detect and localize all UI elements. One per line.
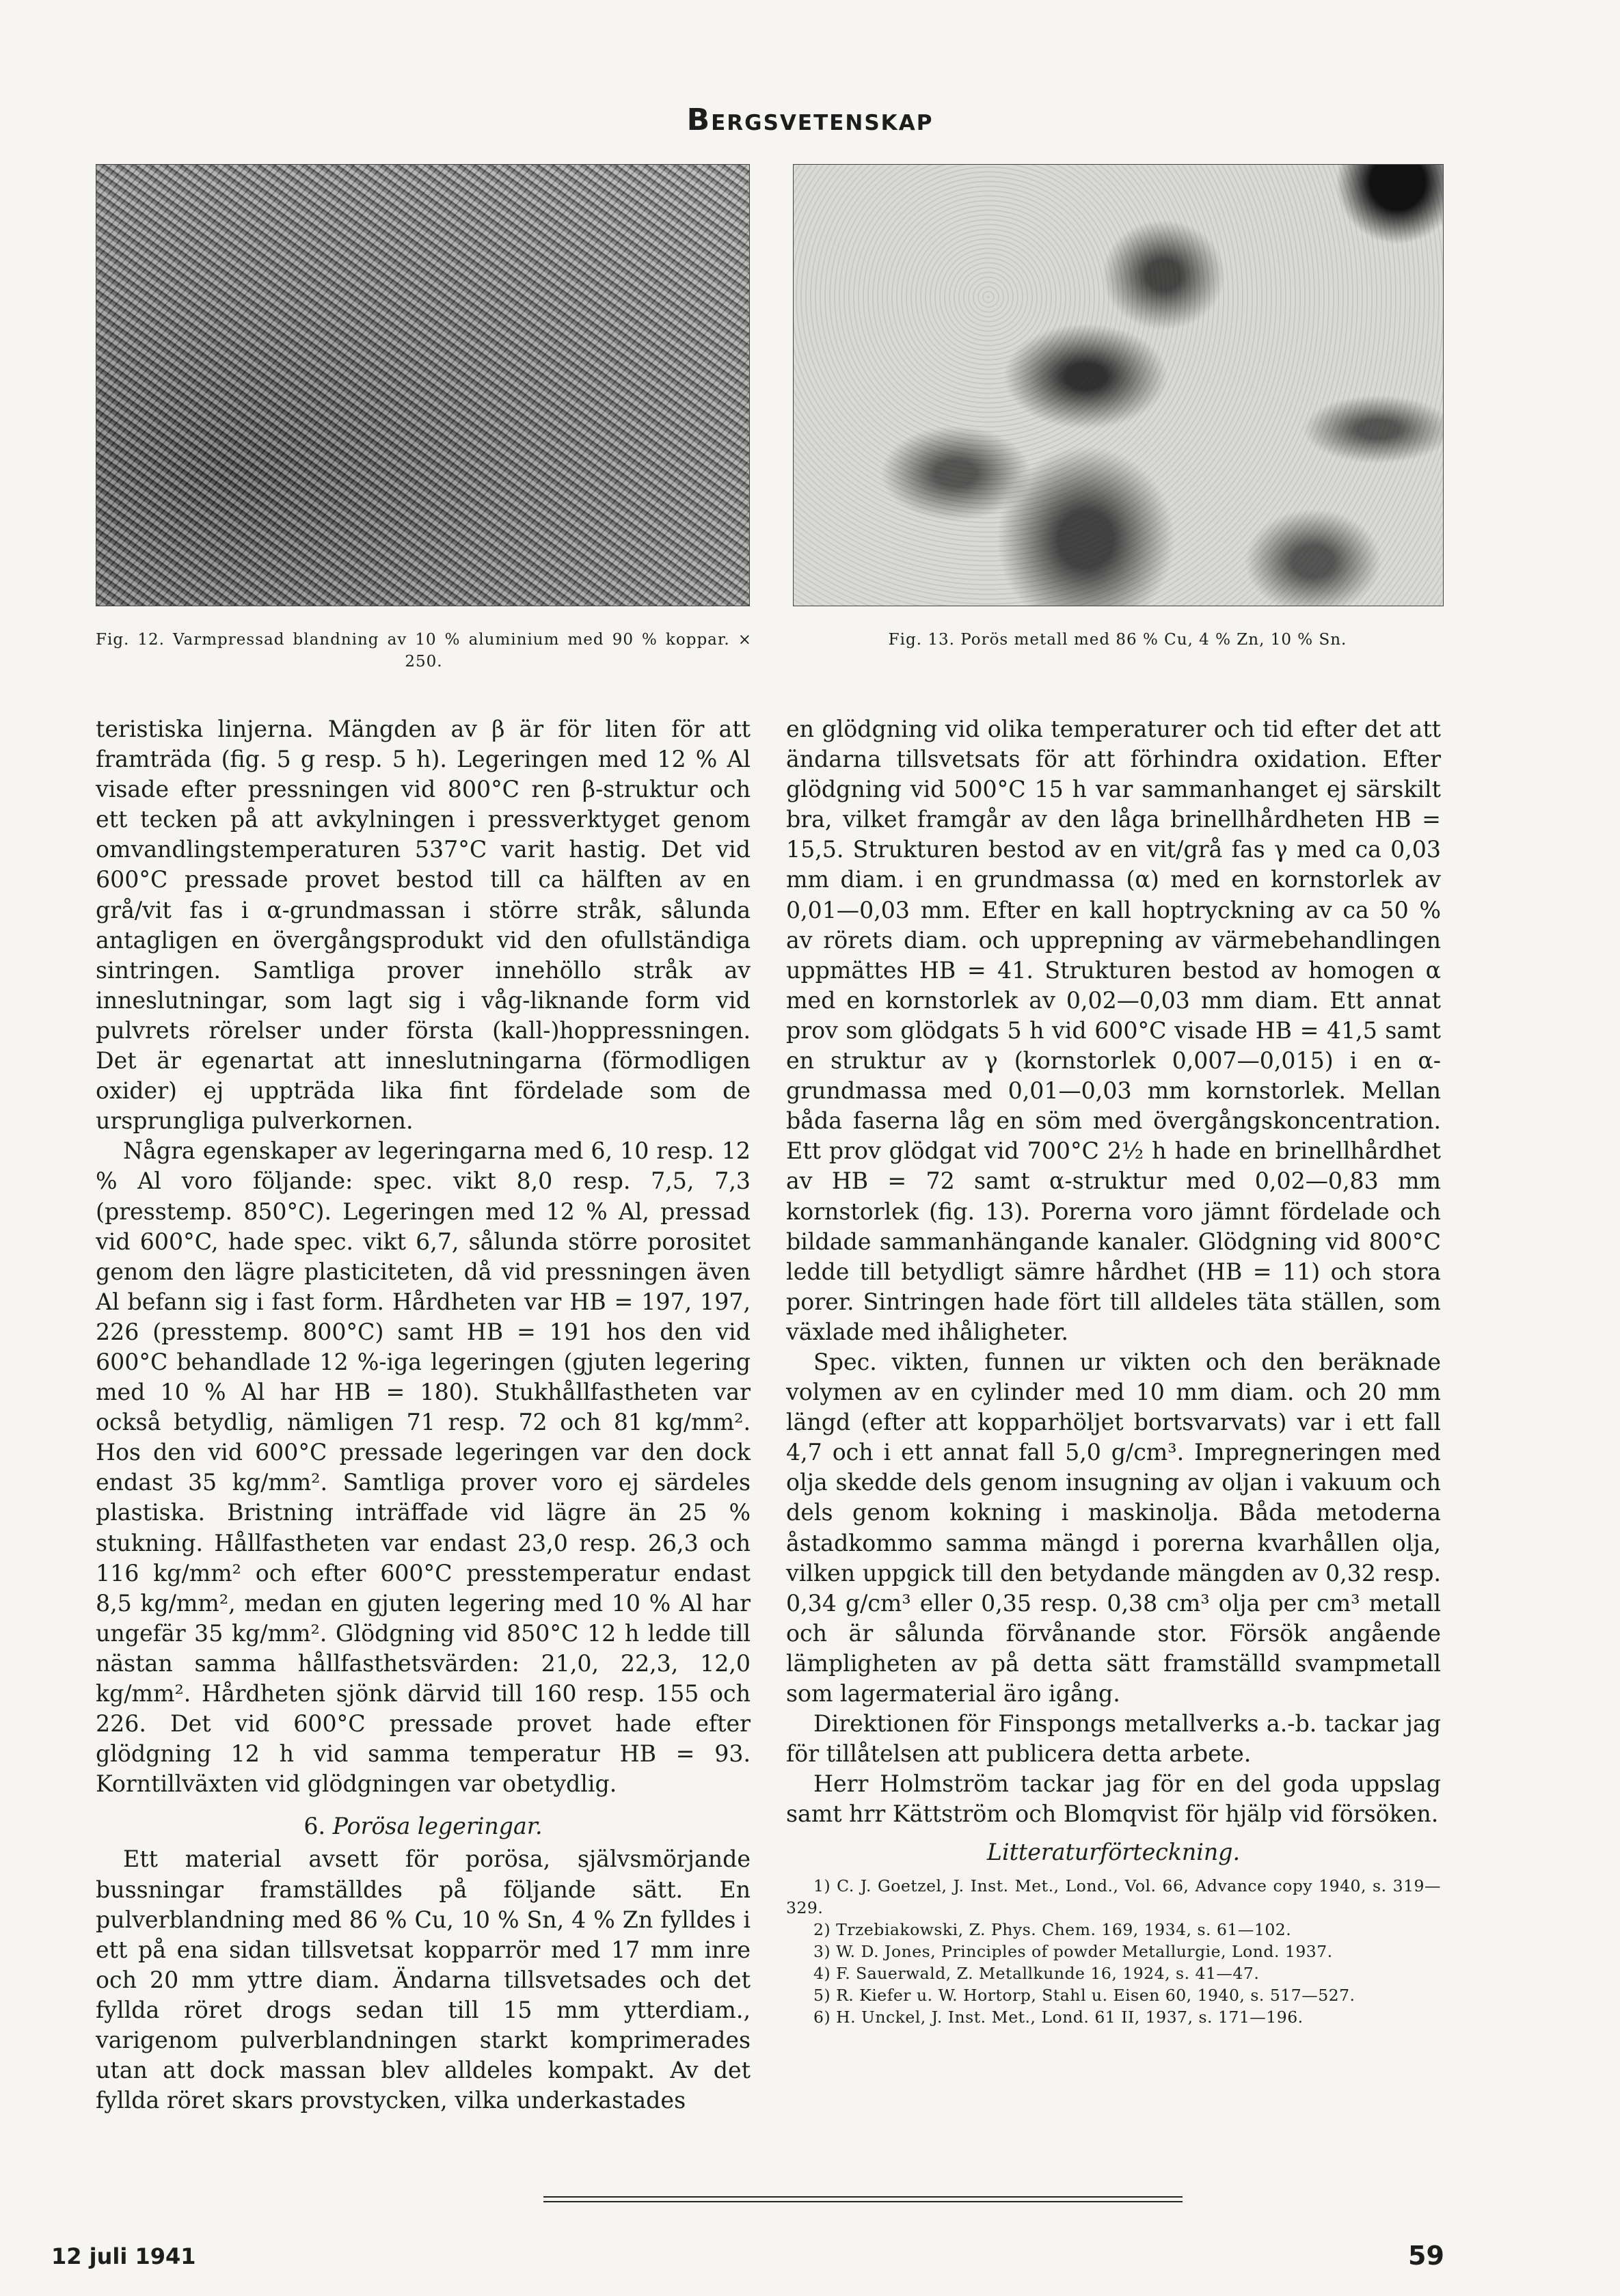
figure-13-caption: Fig. 13. Porös metall med 86 % Cu, 4 % Zn, 10 % Sn. [888, 631, 1347, 649]
journal-header: Bergsvetenskap [686, 103, 934, 137]
references-heading: Litteraturförteckning. [986, 1839, 1241, 1866]
figure-12-caption: Fig. 12. Varmpressad blandning av 10 % aluminium med 90 % koppar. × 250. [96, 631, 752, 671]
page-number: 59 [1408, 2241, 1444, 2271]
micrograph-fig-12 [96, 164, 750, 606]
footer-date: 12 juli 1941 [51, 2243, 196, 2269]
left-column [96, 714, 751, 2116]
section-number: 6. [303, 1813, 326, 1840]
footer-rule [543, 2196, 1183, 2198]
section-heading [96, 1811, 751, 1841]
micrograph-fig-13 [793, 164, 1444, 606]
section-title: Porösa legeringar. [332, 1813, 543, 1840]
paragraph: en glödgning vid olika temperaturer och tid efter det att ändarna tillsvetsats för att förhindra oxidation. Efter glödgning vid 500°C 15 h var sammanhanget ej särskilt bra, vilket framgår av den låga brinellhårdheten HB = 15,5. Strukturen bestod av en vit/grå fas γ med ca 0,03 mm diam. i en grundmassa (α) med en kornstorlek av 0,01—0,03 mm. Efter en kall hoptryckning av ca 50 % av rörets diam. och upprepning av värmebehandlingen uppmättes HB = 41. Strukturen bestod av homogen α med en kornstorlek av 0,02—0,03 mm diam. Ett annat prov som glödgats 5 h vid 600°C visade HB = 41,5 samt en struktur av γ (kornstorlek 0,007—0,015) i en α-grundmassa med 0,01—0,03 mm kornstorlek. Mellan båda faserna låg en söm med övergångskoncentration. Ett prov glödgat vid 700°C 2½ h hade en brinellhårdhet av HB = 72 samt α-struktur med 0,02—0,83 mm kornstorlek (fig. 13). Porerna voro jämnt fördelade och bildade sammanhängande kanaler. Glödgning vid 800°C ledde till betydligt sämre hårdhet (HB = 11) och stora porer. Sintringen hade fört till alldeles täta ställen, som växlade med ihåligheter. [786, 716, 1441, 1345]
paragraph: teristiska linjerna. Mängden av β är för liten för att framträda (fig. 5 g resp. 5 h). Legeringen med 12 % Al visade efter pressningen vid 800°C ren β-struktur och ett tecken på att avkylningen i pressverktyget genom omvandlingstemperaturen 537°C varit hastig. Det vid 600°C pressade provet bestod till ca hälften av en grå/vit fas i α-grundmassan i större stråk, sålunda antagligen en övergångsprodukt vid den ofullständiga sintringen. Samtliga prover innehöllo stråk av inneslutningar, som lagt sig i våg-liknande form vid pulvrets rörelser under första (kall-)hoppressningen. Det är egenartat att inneslutningarna (förmodligen oxider) ej uppträda lika fint fördelade som de ursprungliga pulverkornen. [96, 716, 751, 1135]
reference-item: 3) W. D. Jones, Principles of powder Metallurgie, Lond. 1937. [813, 1941, 1333, 1961]
paragraph: Spec. vikten, funnen ur vikten och den beräknade volymen av en cylinder med 10 mm diam. och 20 mm längd (efter att kopparhöljet bortsvarvats) var i ett fall 4,7 och i ett annat fall 5,0 g/cm³. Impregneringen med olja skedde dels genom insugning av oljan i vakuum och dels genom kokning i maskinolja. Båda metoderna åstadkommo samma mängd i porerna kvarhållen olja, vilken uppgick till den betydande mängden av 0,32 resp. 0,34 g/cm³ eller 0,35 resp. 0,38 cm³ olja per cm³ metall och är sålunda förvånande stor. Försök angående lämpligheten av på detta sätt framställd svampmetall som lagermaterial äro igång. [786, 1348, 1441, 1707]
reference-item: 5) R. Kiefer u. W. Hortorp, Stahl u. Eisen 60, 1940, s. 517—527. [813, 1985, 1355, 2005]
footer-rule [543, 2201, 1183, 2202]
acknowledgement: Direktionen för Finspongs metallverks a.-b. tackar jag för tillåtelsen att publicera detta arbete. [786, 1710, 1441, 1768]
reference-item: 6) H. Unckel, J. Inst. Met., Lond. 61 II, 1937, s. 171—196. [813, 2007, 1304, 2027]
right-column [786, 714, 1441, 2028]
reference-item: 4) F. Sauerwald, Z. Metallkunde 16, 1924, s. 41—47. [813, 1963, 1260, 1983]
reference-item: 2) Trzebiakowski, Z. Phys. Chem. 169, 1934, s. 61—102. [813, 1919, 1292, 1939]
paragraph: Ett material avsett för porösa, självsmörjande bussningar framställdes på följande sätt. En pulverblandning med 86 % Cu, 10 % Sn, 4 % Zn fylldes i ett på ena sidan tillsvetsat kopparrör med 17 mm inre och 20 mm yttre diam. Ändarna tillsvetsades och det fyllda röret drogs sedan till 15 mm ytterdiam., varigenom pulverblandningen starkt komprimerades utan att dock massan blev alldeles kompakt. Av det fyllda röret skars provstycken, vilka underkastades [96, 1846, 751, 2114]
acknowledgement: Herr Holmström tackar jag för en del goda uppslag samt hrr Kättström och Blomqvist för hjälp vid försöken. [786, 1770, 1441, 1828]
reference-item: 1) C. J. Goetzel, J. Inst. Met., Lond., Vol. 66, Advance copy 1940, s. 319—329. [786, 1876, 1441, 1917]
paragraph: Några egenskaper av legeringarna med 6, 10 resp. 12 % Al voro följande: spec. vikt 8,0 resp. 7,5, 7,3 (presstemp. 850°C). Legeringen med 12 % Al, pressad vid 600°C, hade spec. vikt 6,7, sålunda större porositet genom den lägre plasticiteten, då vid pressningen även Al befann sig i fast form. Hårdheten var HB = 197, 197, 226 (presstemp. 800°C) samt HB = 191 hos den vid 600°C behandlade 12 %-iga legeringen (gjuten legering med 10 % Al har HB = 180). Stukhållfastheten var också betydlig, nämligen 71 resp. 72 och 81 kg/mm². Hos den vid 600°C pressade legeringen var den dock endast 35 kg/mm². Samtliga prover voro ej särdeles plastiska. Bristning inträffade vid lägre än 25 % stukning. Hållfastheten var endast 23,0 resp. 26,3 och 116 kg/mm² och efter 600°C presstemperatur endast 8,5 kg/mm², medan en gjuten legering med 10 % Al har ungefär 35 kg/mm². Glödgning vid 850°C 12 h ledde till nästan samma hållfasthetsvärden: 21,0, 22,3, 12,0 kg/mm². Hårdheten sjönk därvid till 160 resp. 155 och 226. Det vid 600°C pressade provet hade efter glödgning 12 h vid samma temperatur HB = 93. Korntillväxten vid glödgningen var obetydlig. [96, 1137, 751, 1798]
